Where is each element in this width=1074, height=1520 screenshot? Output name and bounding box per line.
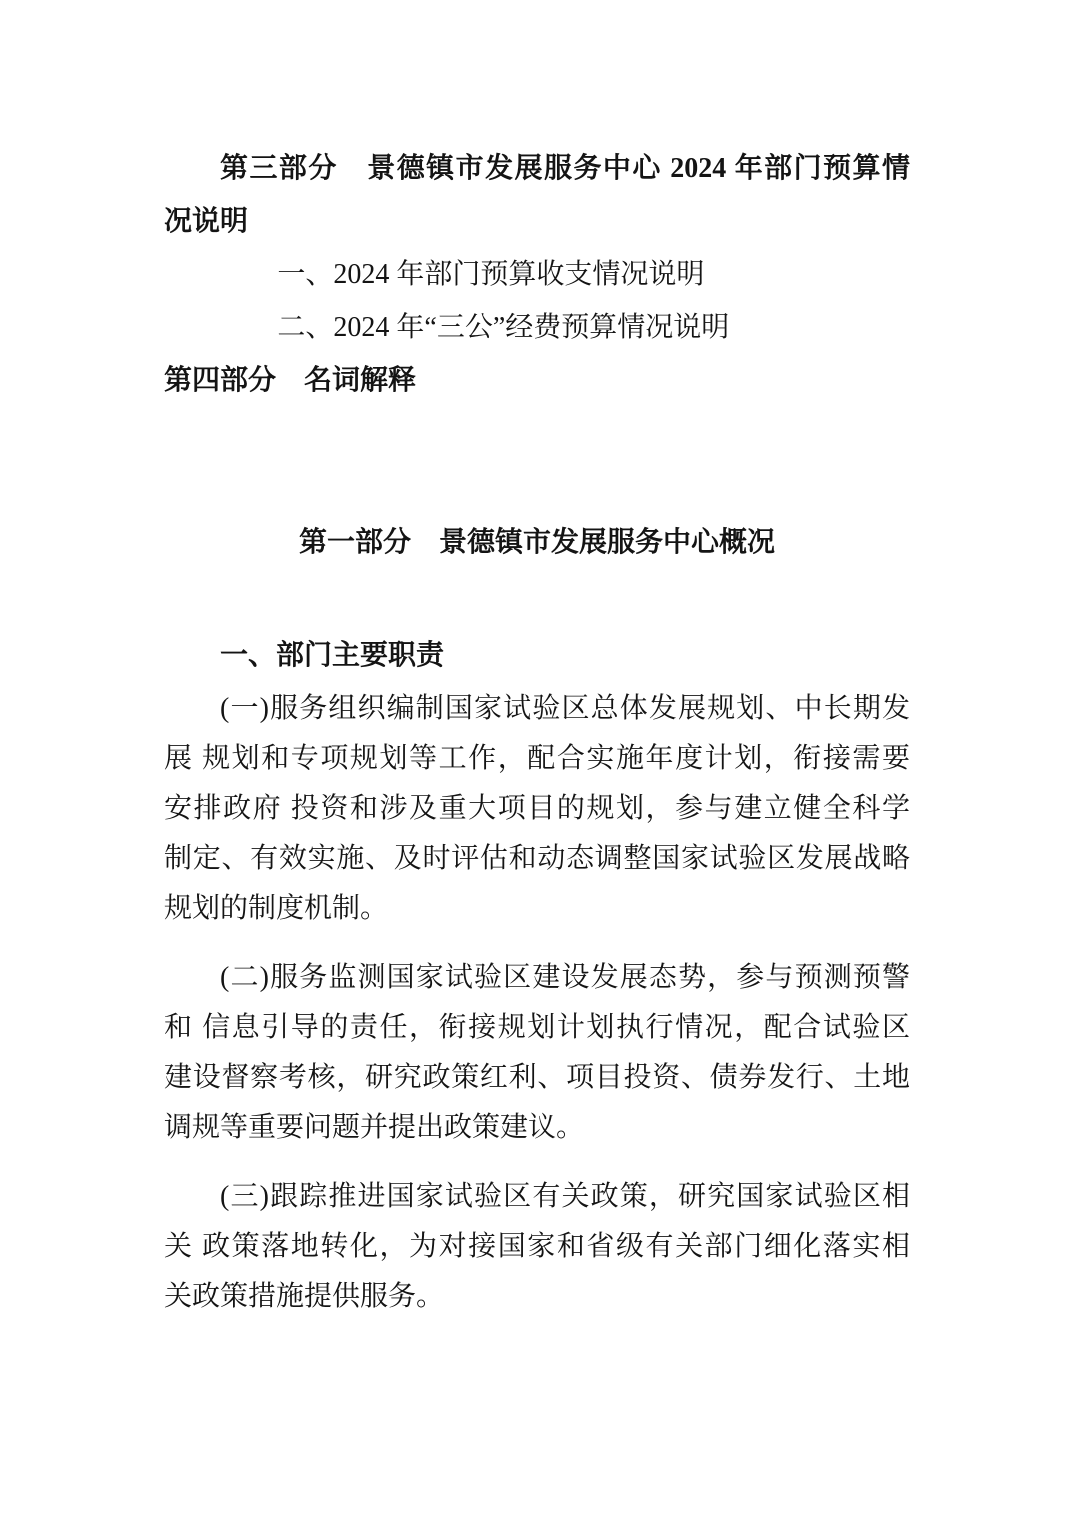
- text-line: 制定、有效实施、及时评估和动态调整国家试验区发展战略: [164, 843, 910, 874]
- toc-part4-heading: 第四部分 名词解释: [164, 365, 417, 396]
- text-line: 和 信息引导的责任，衔接规划计划执行情况，配合试验区: [164, 1012, 910, 1043]
- toc-item-budget-overview: 一、2024 年部门预算收支情况说明: [277, 259, 705, 290]
- duty-paragraph-3: [164, 1172, 910, 1322]
- text-line: (一)服务组织编制国家试验区总体发展规划、中长期发: [220, 693, 910, 724]
- text-line: 关 政策落地转化，为对接国家和省级有关部门细化落实相: [164, 1231, 910, 1262]
- duties-section-heading: 一、部门主要职责: [220, 640, 445, 671]
- part1-title: 第一部分 景德镇市发展服务中心概况: [298, 527, 775, 558]
- text-line: 调规等重要问题并提出政策建议。: [164, 1112, 585, 1143]
- toc-part3-heading-line1: 第三部分 景德镇市发展服务中心 2024 年部门预算情: [220, 153, 910, 184]
- duty-paragraph-1: [164, 684, 910, 934]
- text-line: 建设督察考核，研究政策红利、项目投资、债券发行、土地: [164, 1062, 910, 1093]
- text-line: 规划的制度机制。: [164, 893, 389, 924]
- text-line: 展 规划和专项规划等工作，配合实施年度计划，衔接需要: [164, 743, 910, 774]
- duty-paragraph-2: [164, 953, 910, 1153]
- text-line: 安排政府 投资和涉及重大项目的规划，参与建立健全科学: [164, 793, 910, 824]
- text-line: (三)跟踪推进国家试验区有关政策，研究国家试验区相: [220, 1181, 910, 1212]
- text-line: (二)服务监测国家试验区建设发展态势，参与预测预警: [220, 962, 910, 993]
- text-line: 关政策措施提供服务。: [164, 1281, 445, 1312]
- toc-item-three-public-expenses: 二、2024 年“三公”经费预算情况说明: [277, 312, 730, 343]
- toc-part3-heading-line2: 况说明: [164, 206, 249, 237]
- table-of-contents: [164, 142, 910, 407]
